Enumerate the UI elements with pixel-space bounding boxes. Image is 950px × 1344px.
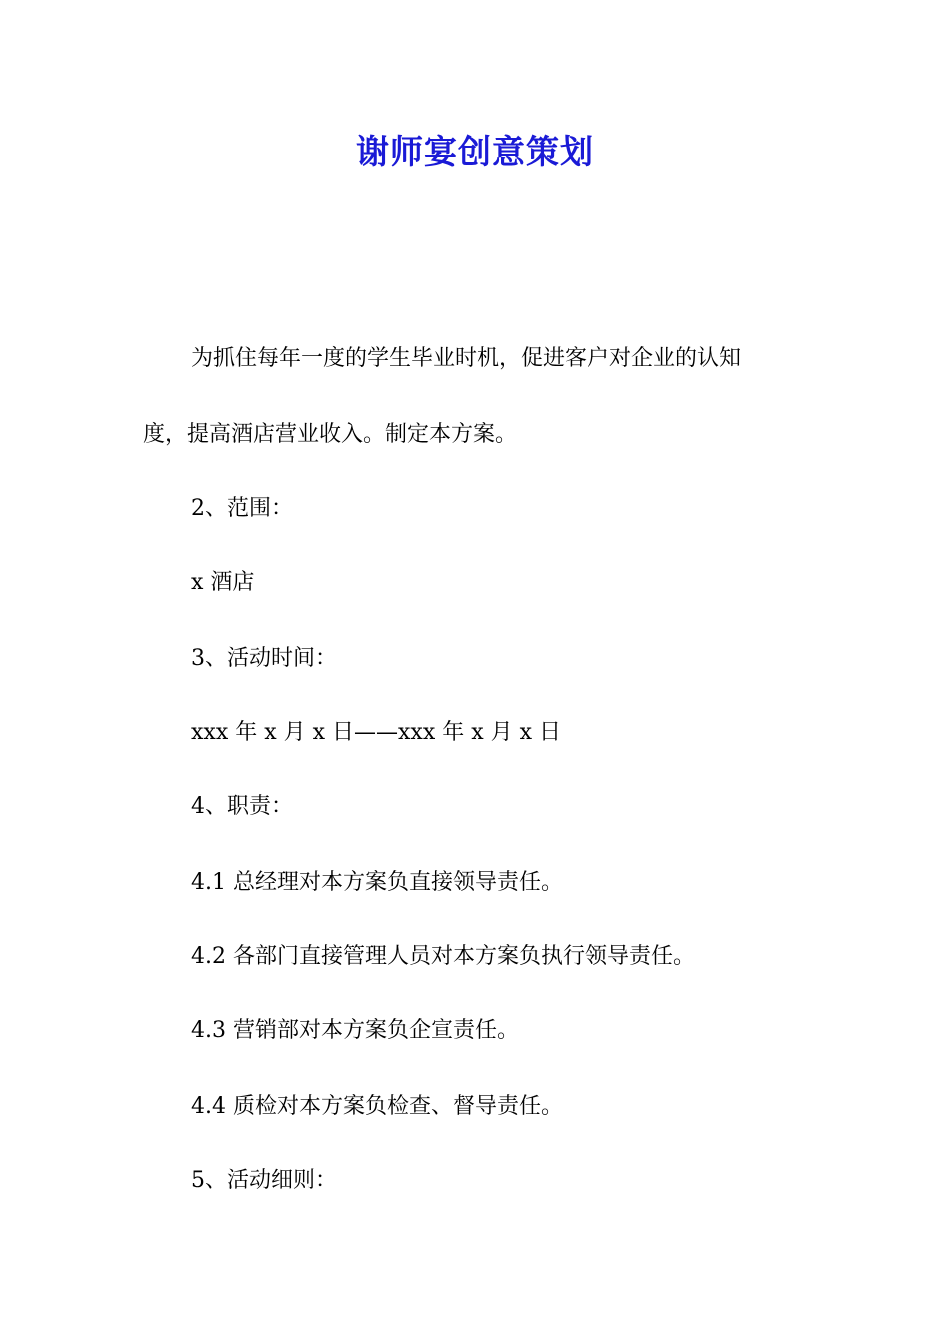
scope-heading: 2、范围： [191, 496, 293, 521]
intro-paragraph-line-1: 为抓住每年一度的学生毕业时机，促进客户对企业的认知 [191, 346, 742, 371]
detail-heading: 5、活动细则： [191, 1168, 337, 1193]
duty-item-4: 4.4 质检对本方案负检查、督导责任。 [191, 1094, 563, 1119]
intro-paragraph-line-2: 度，提高酒店营业收入。制定本方案。 [143, 422, 518, 447]
duty-item-2: 4.2 各部门直接管理人员对本方案负执行领导责任。 [191, 944, 695, 969]
scope-value: x 酒店 [191, 570, 255, 595]
page-title: 谢师宴创意策划 [356, 132, 594, 171]
duty-item-3: 4.3 营销部对本方案负企宣责任。 [191, 1018, 519, 1043]
time-value: xxx 年 x 月 x 日——xxx 年 x 月 x 日 [191, 720, 562, 745]
duty-item-1: 4.1 总经理对本方案负直接领导责任。 [191, 870, 563, 895]
time-heading: 3、活动时间： [191, 646, 337, 671]
duty-heading: 4、职责： [191, 794, 293, 819]
